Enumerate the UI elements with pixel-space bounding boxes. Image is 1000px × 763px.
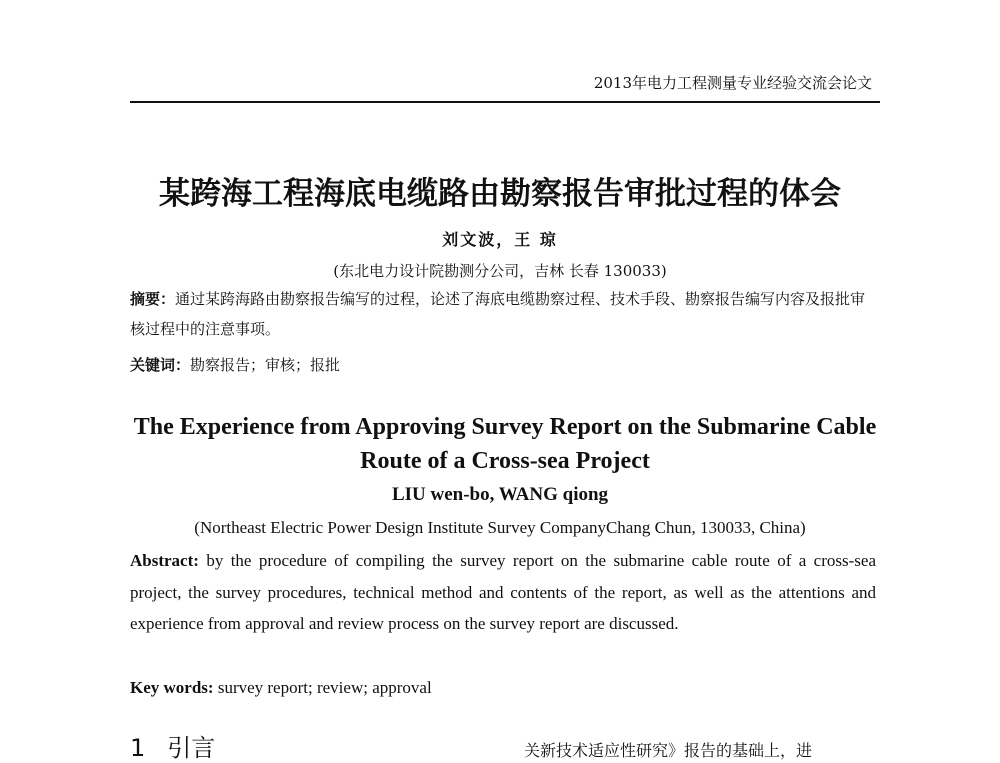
right-column-text: 关新技术适应性研究》报告的基础上，进: [524, 741, 813, 760]
en-keywords-text: survey report; review; approval: [217, 678, 432, 697]
running-header: 2013年电力工程测量专业经验交流会论文: [593, 74, 872, 92]
cn-authors: 刘文波，王 琼: [442, 230, 558, 249]
en-abstract-label: Abstract:: [130, 551, 199, 570]
cn-keywords: [130, 350, 875, 380]
header-rule: [130, 101, 880, 103]
en-abstract: [130, 545, 876, 640]
cn-keywords-text: 勘察报告；审核；报批: [190, 356, 341, 374]
section-number: 1: [130, 734, 146, 762]
en-affiliation: (Northeast Electric Power Design Institute Survey CompanyChang Chun, 130033, China): [194, 518, 806, 537]
en-keywords-label: Key words:: [130, 678, 214, 697]
cn-affiliation: (东北电力设计院勘测分公司，吉林 长春 130033): [333, 262, 667, 280]
section-heading: [130, 728, 215, 763]
en-authors: LIU wen-bo, WANG qiong: [391, 484, 609, 505]
en-keywords: [130, 672, 876, 704]
section-title: 引言: [167, 734, 216, 762]
cn-title: 某跨海工程海底电缆路由勘察报告审批过程的体会: [159, 176, 841, 212]
cn-abstract: [130, 284, 875, 344]
cn-keywords-label: 关键词：: [130, 356, 191, 374]
en-abstract-text: by the procedure of compiling the survey report on the submarine cable route of a cross-sea project, the survey procedures, technical method and contents of the report, as well as the attentions and experience from approval and review process on the survey report are discussed.: [130, 551, 876, 633]
en-title: The Experience from Approving Survey Report on the Submarine Cable Route of a Cross-sea Project: [133, 414, 877, 474]
cn-abstract-label: 摘要：: [130, 290, 176, 308]
cn-abstract-text: 通过某跨海路由勘察报告编写的过程，论述了海底电缆勘察过程、技术手段、勘察报告编写内容及报批审核过程中的注意事项。: [130, 290, 866, 338]
